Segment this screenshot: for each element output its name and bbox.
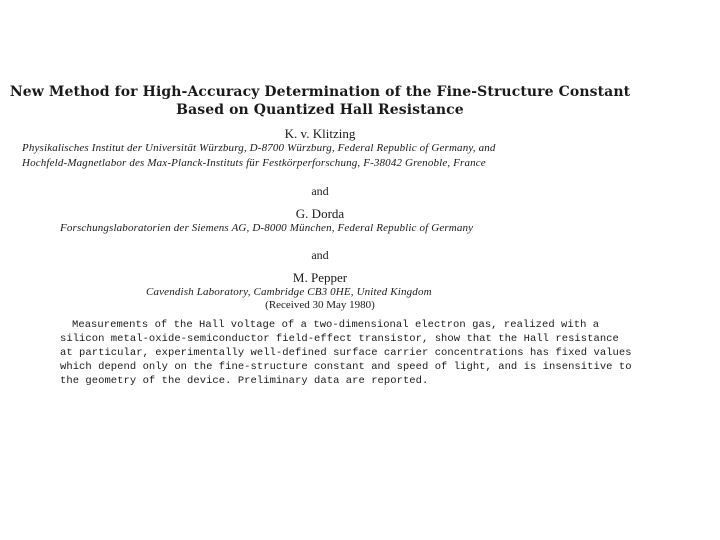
abstract-line-2: silicon metal-oxide-semiconductor field-effect transistor, show that the Hall resistance [60,333,619,345]
author-name-1: K. v. Klitzing [284,126,356,141]
abstract-line-1: Measurements of the Hall voltage of a two-dimensional electron gas, realized with a [72,319,600,331]
paper-title-line-2: Based on Quantized Hall Resistance [176,102,464,118]
abstract-line-3: at particular, experimentally well-defined surface carrier concentrations has fixed values [60,347,632,359]
author-name-3: M. Pepper [292,270,348,285]
author-name-2: G. Dorda [295,206,345,221]
author-1-affiliation-1: Physikalisches Institut der Universität Würzburg, D-8700 Würzburg, Federal Republic of Germany, and [22,142,496,154]
author-connector-1: and [311,184,329,198]
abstract-line-4: which depend only on the fine-structure constant and speed of light, and is insensitive to [60,361,632,373]
received-date: (Received 30 May 1980) [265,299,375,311]
abstract-line-5: the geometry of the device. Preliminary data are reported. [60,375,429,387]
paper-title-line-1: New Method for High-Accuracy Determination of the Fine-Structure Constant [9,84,631,100]
author-3-affiliation-1: Cavendish Laboratory, Cambridge CB3 0HE, United Kingdom [146,286,432,298]
author-1-affiliation-2: Hochfeld-Magnetlabor des Max-Planck-Instituts für Festkörperforschung, F-38042 Grenoble, France [22,157,486,169]
author-2-affiliation-1: Forschungslaboratorien der Siemens AG, D-8000 München, Federal Republic of Germany [60,222,474,234]
author-connector-2: and [311,248,329,262]
